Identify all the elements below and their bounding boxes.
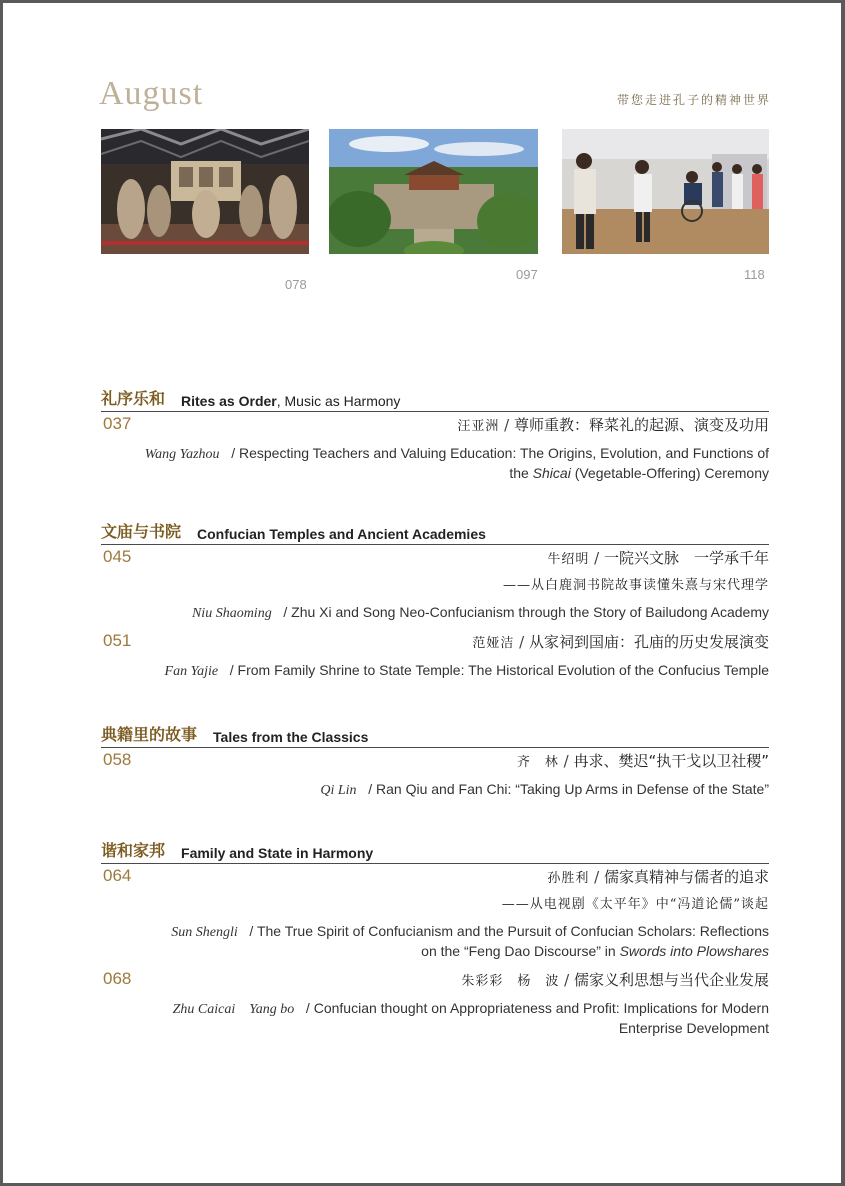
article-title-zh: 范娅洁 / 从家祠到国庙：孔庙的历史发展演变 xyxy=(472,633,769,651)
article-title-zh: 孙胜利 / 儒家真精神与儒者的追求 xyxy=(547,868,769,886)
article-title-en: Wang Yazhou / Respecting Teachers and Valuing Education: The Origins, Evolution, and Functions of the Shicai (Vegetable-Offering) Ceremony xyxy=(144,445,769,481)
article-title-en: Niu Shaoming / Zhu Xi and Song Neo-Confucianism through the Story of Bailudong Academy xyxy=(191,604,769,621)
article-title-zh: 牛绍明 / 一院兴文脉 一学承千年 xyxy=(547,549,769,567)
toc-entry[interactable] xyxy=(101,967,769,1038)
magazine-page xyxy=(3,3,841,1183)
section-title-en: Family and State in Harmony xyxy=(181,845,374,861)
section-title-zh: 典籍里的故事 xyxy=(101,725,198,744)
page-code: 045 xyxy=(103,547,132,566)
article-title-en: Qi Lin / Ran Qiu and Fan Chi: “Taking Up Arms in Defense of the State” xyxy=(320,781,769,798)
section-header xyxy=(101,383,769,412)
photo-page-number: 118 xyxy=(744,267,765,282)
article-title-en: Sun Shengli / The True Spirit of Confucianism and the Pursuit of Confucian Scholars: Reflections on the “Feng Dao Discourse” in Swords into Plowshares xyxy=(171,923,769,959)
photo-aerial-temple xyxy=(329,129,538,254)
section-title-en: Confucian Temples and Ancient Academies xyxy=(197,526,486,542)
section-title-en: Rites as Order, Music as Harmony xyxy=(181,393,401,409)
page-code: 037 xyxy=(103,414,132,433)
section-temples-academies xyxy=(101,516,769,681)
section-rites-music xyxy=(101,383,769,483)
article-subtitle-zh: ——从电视剧《太平年》中“冯道论儒”谈起 xyxy=(501,897,769,912)
section-title-zh: 谐和家邦 xyxy=(101,841,166,860)
toc-entry[interactable] xyxy=(101,412,769,483)
section-title-zh: 文庙与书院 xyxy=(101,522,182,541)
photo-page-number: 078 xyxy=(285,277,307,292)
section-header xyxy=(101,835,769,864)
slogan: 带您走进孔子的精神世界 xyxy=(616,93,771,107)
article-title-en: Fan Yajie / From Family Shrine to State Temple: The Historical Evolution of the Confucius Temple xyxy=(164,662,769,679)
month-title: August xyxy=(99,75,204,112)
toc-entry[interactable] xyxy=(101,748,769,800)
toc-entry[interactable] xyxy=(101,545,769,623)
article-subtitle-zh: ——从白鹿洞书院故事读懂朱熹与宋代理学 xyxy=(502,578,769,593)
section-title-zh: 礼序乐和 xyxy=(101,389,166,408)
section-header xyxy=(101,719,769,748)
article-title-zh: 汪亚洲 / 尊师重教：释菜礼的起源、演变及功用 xyxy=(457,416,769,434)
page-code: 058 xyxy=(103,750,132,769)
section-header xyxy=(101,516,769,545)
section-family-state xyxy=(101,835,769,1038)
photo-people-hall xyxy=(562,129,769,254)
page-code: 068 xyxy=(103,969,132,988)
toc-entry[interactable] xyxy=(101,629,769,681)
section-tales-classics xyxy=(101,719,769,800)
page-code: 051 xyxy=(103,631,132,650)
photo-museum-statues xyxy=(101,129,309,254)
photo-page-number: 097 xyxy=(516,267,538,282)
section-title-en: Tales from the Classics xyxy=(213,729,369,745)
article-title-zh: 朱彩彩 杨 波 / 儒家义利思想与当代企业发展 xyxy=(461,971,769,989)
page-code: 064 xyxy=(103,866,132,885)
article-title-zh: 齐 林 / 冉求、樊迟“执干戈以卫社稷” xyxy=(516,752,769,770)
toc-entry[interactable] xyxy=(101,864,769,961)
article-title-en: Zhu Caicai Yang bo / Confucian thought on Appropriateness and Profit: Implications for Modern Enterprise Development xyxy=(172,1000,769,1036)
